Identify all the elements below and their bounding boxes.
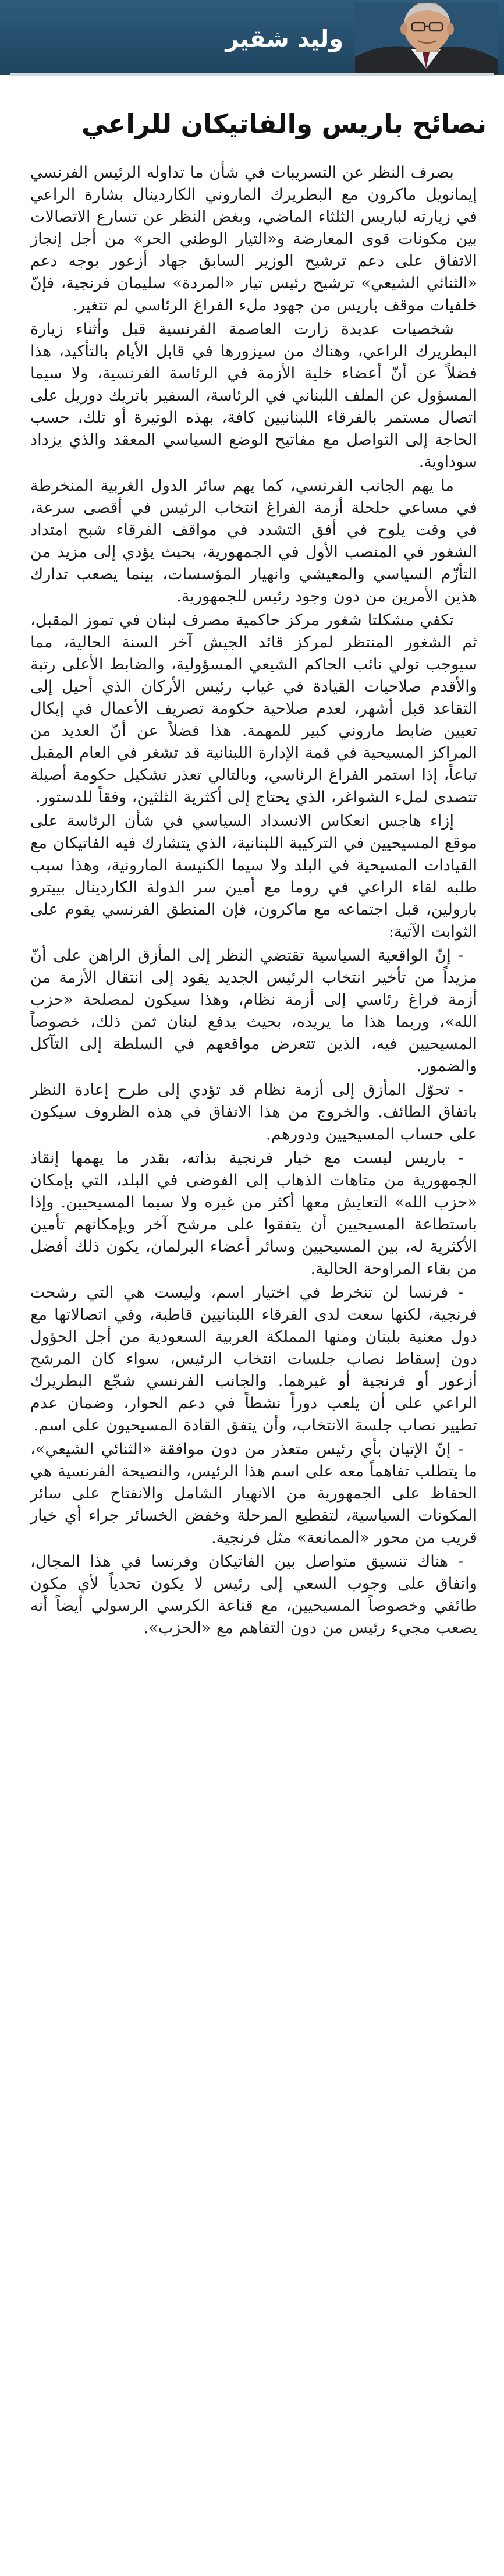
article-paragraph: تكفي مشكلتا شغور مركز حاكمية مصرف لبنان في تموز المقبل، ثم الشغور المنتظر لمركز قائد الجيش آخر السنة الحالية، مما سيوجب تولي نائب الحاكم الشيعي المسؤولية، والضابط الأعلى رتبة والأقدم صلاحيات القيادة في غياب رئيس الأركان الذي أحيل إلى التقاعد قبل أشهر، لعدم صلاحية حكومة تصريف الأعمال في إيكال تعيين ضابط ماروني كبير للمهمة. هذا فضلاً عن أنّ العديد من المراكز المسيحية في قمة الإدارة اللبنانية قد تشغر في العام المقبل تباعاً، إذا استمر الفراغ الرئاسي، وبالتالي تعذر تشكيل حكومة أصيلة تتصدى لملء الشواغر، الذي يحتاج إلى أكثرية الثلثين، وفقاً للدستور. (30, 611, 477, 806)
article-bullet-paragraph: - تحوّل المأزق إلى أزمة نظام قد تؤدي إلى طرح إعادة النظر باتفاق الطائف. والخروج من هذا الاتفاق في هذه الظروف سيكون على حساب المسيحيين ودورهم. (30, 1081, 477, 1143)
article-paragraph: شخصيات عديدة زارت العاصمة الفرنسية قبل وأثناء زيارة البطريرك الراعي، وهناك من سيزورها في قابل الأيام بالتأكيد، هذا فضلاً عن أنّ أعضاء خلية الأزمة في الرئاسة الفرنسية، ولا سيما المسؤول عن الملف اللبناني في الرئاسة، السفير باتريك دوريل على اتصال مستمر بالفرقاء اللبنانيين كافة، بهذه الوتيرة أو تلك، حسب الحاجة إلى التواصل مع مفاتيح الوضع السياسي المعقد والذي يزداد سوداوية. (30, 320, 477, 471)
article-paragraph: بصرف النظر عن التسريبات في شأن ما تداوله الرئيس الفرنسي إيمانويل ماكرون مع البطريرك الماروني الكاردينال بشارة الراعي في زيارته لباريس الثلثاء الماضي، وبغض النظر عن تسارع الاتصالات بين مكونات قوى المعارضة و«التيار الوطني الحر» من أجل إنجاز الاتفاق على دعم ترشيح الوزير السابق جهاد أزعور بوجه دعم «الثنائي الشيعي» ترشيح رئيس تيار «المردة» سليمان فرنجية، فإنّ خلفيات موقف باريس من جهود ملء الفراغ الرئاسي لم تتغير. (30, 164, 477, 314)
author-photo (355, 3, 498, 75)
author-portrait-illustration (355, 3, 498, 75)
article-bullet-paragraph: - هناك تنسيق متواصل بين الفاتيكان وفرنسا في هذا المجال، واتفاق على وجوب السعي إلى رئيس لا يكون تحدياً لأي مكون طائفي وخصوصاً المسيحيين، مع قناعة الكرسي الرسولي أيضاً أنه يصعب مجيء رئيس من دون التفاهم مع «الحزب». (30, 1553, 477, 1637)
article-paragraph: إزاء هاجس انعكاس الانسداد السياسي في شأن الرئاسة على موقع المسيحيين في التركيبة اللبنانية، الذي يتشارك فيه الفاتيكان مع القيادات المسيحية في البلد ولا سيما الكنيسة المارونية، وهذا سبب طلبه لقاء الراعي في روما مع أمين سر الدولة الكاردينال بييترو بارولين، قبل اجتماعه مع ماكرون، فإن المنطق الفرنسي يقوم على الثوابت الآتية: (30, 812, 477, 941)
article-bullet-paragraph: - باريس ليست مع خيار فرنجية بذاته، بقدر ما يهمها إنقاذ الجمهورية من متاهات الذهاب إلى الفوضى في البلد، التي بإمكان «حزب الله» التعايش معها أكثر من غيره ولا سيما المسيحيين. وإذا باستطاعة المسيحيين أن يتفقوا على مرشح آخر ويإمكانهم تأمين الأكثرية له، بين المسيحيين وسائر أعضاء البرلمان، يكون ذلك أفضل من بقاء المراوحة الحالية. (30, 1149, 477, 1278)
header-divider (10, 73, 494, 76)
article-body (30, 162, 477, 2566)
article-title: نصائح باريس والفاتيكان للراعي (81, 108, 487, 139)
column-header (0, 0, 504, 75)
article-bullet-paragraph: - إنّ الواقعية السياسية تقتضي النظر إلى المأزق الراهن على أنّ مزيداً من تأخير انتخاب الرئيس الجديد يقود إلى انتقال الأزمة من أزمة فراغ رئاسي إلى أزمة نظام، وهذا سيكون لمصلحة «حزب الله»، وربما هذا ما يريده، بحيث يدفع لبنان ثمن ذلك، خصوصاً المسيحيين فيه، الذين تتعرض مواقعهم في السلطة إلى التآكل والضمور. (30, 947, 477, 1075)
author-name: وليد شقير (225, 26, 343, 52)
article-bullet-paragraph: - إنّ الإتيان بأي رئيس متعذر من دون موافقة «الثنائي الشيعي»، ما يتطلب تفاهماً معه على اسم هذا الرئيس، والنصيحة الفرنسية هي الحفاظ على الجمهورية من الانهيار الشامل والانفتاح على سائر المكونات السياسية، لتقطيع المرحلة وخفض الخسائر جراء أي خيار قريب من محور «الممانعة» مثل فرنجية. (30, 1440, 477, 1547)
article-paragraph: ما يهم الجانب الفرنسي، كما يهم سائر الدول الغربية المنخرطة في مساعي حلحلة أزمة الفراغ انتخاب الرئيس في أقصى سرعة، في وقت يلوح في أفق التشدد في مواقف الفرقاء شبح امتداد الشغور في المنصب الأول في الجمهورية، بحيث يؤدي إلى مزيد من التأزّم السياسي والمعيشي وانهيار المؤسسات، بينما يصعب تدارك هذين الأمرين من دون وجود رئيس للجمهورية. (30, 477, 477, 605)
article-bullet-paragraph: - فرنسا لن تنخرط في اختيار اسم، وليست هي التي رشحت فرنجية، لكنها سعت لدى الفرقاء اللبنانيين قاطبة، وفي اتصالاتها مع دول معنية بلبنان ومنها المملكة العربية السعودية من أجل الحؤول دون إسقاط نصاب جلسات انتخاب الرئيس، سواء كان المرشح أزعور أو فرنجية أو غيرهما. والجانب الفرنسي شجّع البطريرك الراعي على أن يلعب دوراً نشطاً في دعم الحوار، وضمان عدم تطيير نصاب جلسة الانتخاب، وأن يتفق القادة المسيحيون على اسم. (30, 1284, 477, 1434)
